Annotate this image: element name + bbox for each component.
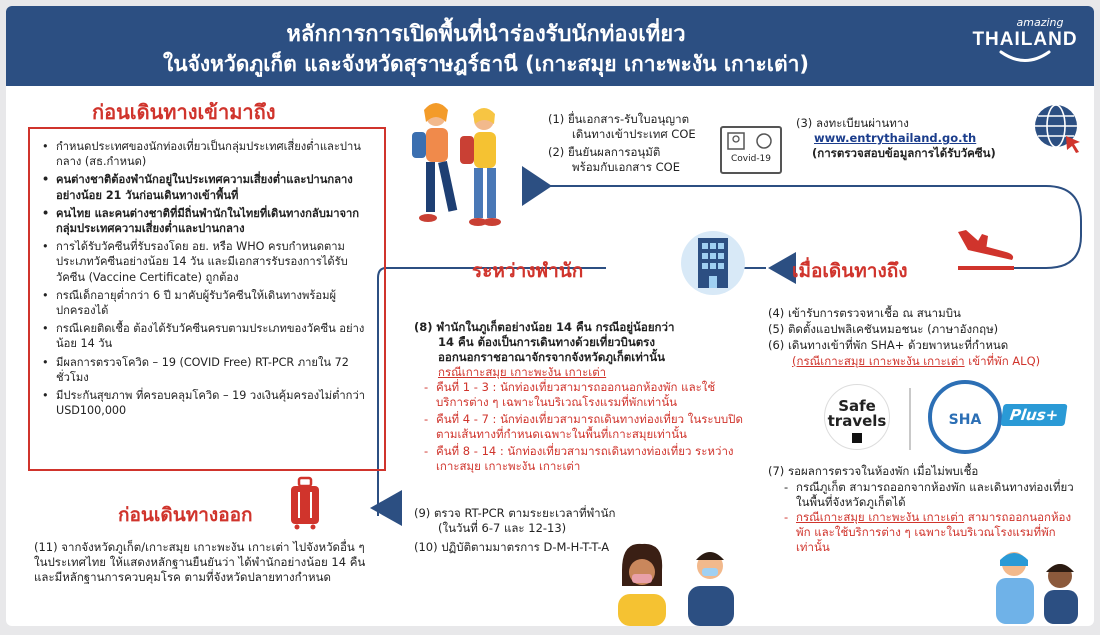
step-7: (7) รอผลการตรวจในห้องพัก เมื่อไม่พบเชื้อ: [768, 464, 979, 478]
covid-card-label: Covid-19: [730, 154, 772, 164]
before-arrival-title: ก่อนเดินทางเข้ามาถึง: [92, 100, 276, 124]
step-6: (6) เดินทางเข้าที่พัก SHA+ ด้วยพาหนะที่กำหนด: [768, 338, 1009, 352]
list-item: • คนต่างชาติต้องพำนักอยู่ในประเทศความเสี่ยงต่ำและปานกลาง อย่างน้อย 21 วันก่อนเดินทางเข้าพื้นที่: [40, 172, 374, 202]
masked-people-illustration: [606, 536, 746, 626]
step-6-red-note: (กรณีเกาะสมุย เกาะพะงัน เกาะเต่า: [792, 354, 965, 368]
flow-arrow-left-2: [370, 490, 402, 526]
before-departure-title: ก่อนเดินทางออก: [118, 504, 253, 526]
list-item: • กรณีเด็กอายุต่ำกว่า 6 ปี มาคับผู้รับวัคซีนให้เดินทางพร้อมผู้ปกครองได้: [40, 288, 374, 318]
list-item: • มีผลการตรวจโควิด – 19 (COVID Free) RT-PCR ภายใน 72 ชั่วโมง: [40, 355, 374, 385]
plus-badge: Plus+: [1000, 404, 1067, 426]
step-6-alq: เข้าที่พัก ALQ): [964, 354, 1041, 368]
list-item: • กรณีเคยติดเชื้อ ต้องได้รับวัคซีนครบตามประเภทของวัคซีน อย่างน้อย 14 วัน: [40, 321, 374, 351]
step-8-line-2: 14 คืน ต้องเป็นการเดินทางด้วยเที่ยวบินตรง: [438, 335, 655, 349]
wttc-mark: [852, 433, 862, 443]
step-1: (1) ยื่นเอกสาร-รับใบอนุญาต: [548, 112, 690, 126]
flow-arrow-right: [522, 166, 552, 206]
sha-label: SHA: [948, 412, 982, 428]
step-3-note: (การตรวจสอบข้อมูลการได้รับวัคซีน): [812, 146, 996, 160]
step-7-list: [784, 480, 1076, 555]
step-2-detail: พร้อมกับเอกสาร COE: [572, 160, 680, 174]
plane-landing-icon: [952, 222, 1022, 274]
infographic: [6, 6, 1094, 626]
safe-travels-line1: Safe: [838, 397, 876, 415]
list-item: • มีประกันสุขภาพ ที่ครอบคลุมโควิด – 19 วงเงินคุ้มครองไม่ต่ำกว่า USD100,000: [40, 388, 374, 418]
covid-card-icon: [720, 126, 782, 174]
night-schedule-list: [424, 380, 744, 474]
step-5: (5) ติดตั้งแอปพลิเคชันหมอชนะ (ภาษาอังกฤษ): [768, 322, 999, 336]
safe-travels-badge: [824, 384, 890, 450]
globe-icon: [1032, 102, 1084, 154]
step-8-line-1: (8) พำนักในภูเก็ตอย่างน้อย 14 คืน กรณีอยู่น้อยกว่า: [414, 320, 675, 334]
step-9-detail: (ในวันที่ 6-7 และ 12-13): [438, 521, 567, 535]
step-3: (3) ลงทะเบียนผ่านทาง: [796, 116, 909, 130]
list-item: - คืนที่ 8 - 14 : นักท่องเที่ยวสามารถเดินทางท่องเที่ยว ระหว่างเกาะสมุย เกาะพะงัน เกาะเต่า: [424, 444, 744, 474]
step-6-note: [792, 354, 1040, 369]
step-4: (4) เข้ารับการตรวจหาเชื้อ ณ สนามบิน: [768, 306, 961, 320]
step-8-red-case: กรณีเกาะสมุย เกาะพะงัน เกาะเต่า: [438, 365, 607, 379]
list-item: - คืนที่ 1 - 3 : นักท่องเที่ยวสามารถออกนอกห้องพัก และใช้บริการต่าง ๆ เฉพาะในบริเวณโรงแรมที่พักเท่านั้น: [424, 380, 744, 410]
list-item: • คนไทย และคนต่างชาติที่มีถิ่นพำนักในไทยที่เดินทางกลับมาจากกลุ่มประเทศความเสี่ยงต่ำและปานกลาง: [40, 206, 374, 236]
logo-small-text: amazing: [1016, 16, 1064, 29]
logo-big-text: THAILAND: [972, 29, 1078, 50]
travellers-illustration: [398, 98, 520, 238]
stay-title: ระหว่างพำนัก: [472, 260, 584, 282]
step-8-line-3: ออกนอกราชอาณาจักรจากจังหวัดภูเก็ตเท่านั้น: [438, 350, 665, 364]
swab-test-illustration: [986, 546, 1086, 624]
step-1-detail: เดินทางเข้าประเทศ COE: [572, 127, 696, 141]
step-9: (9) ตรวจ RT-PCR ตามระยะเวลาที่พำนัก: [414, 506, 616, 520]
title-line-1: หลักการการเปิดพื้นที่นำร่องรับนักท่องเที่ยว: [286, 22, 686, 47]
entrythailand-link[interactable]: www.entrythailand.go.th: [814, 131, 977, 145]
suitcase-icon: [288, 476, 322, 530]
hotel-building-icon: [680, 230, 746, 296]
arrival-title: เมื่อเดินทางถึง: [792, 260, 908, 282]
divider: [909, 388, 911, 450]
list-item: • กำหนดประเทศของนักท่องเที่ยวเป็นกลุ่มประเทศเสี่ยงต่ำและปานกลาง (สธ.กำหนด): [40, 139, 374, 169]
step-7-red-case: กรณีเกาะสมุย เกาะพะงัน เกาะเต่า: [796, 510, 965, 524]
list-item: • การได้รับวัคซีนที่รับรองโดย อย. หรือ WHO ครบกำหนดตามประเภทวัคซีนอย่างน้อย 14 วัน และมีเอกสารรับรองการได้รับวัคซีน (Vaccine Certificate) ถูกต้อง: [40, 239, 374, 285]
list-item: - คืนที่ 4 - 7 : นักท่องเที่ยวสามารถเดินทางท่องเที่ยว ในระบบปิดตามเส้นทางที่กำหนดเฉพาะในพื้นที่เกาะสมุยเท่านั้น: [424, 412, 744, 442]
step-10: (10) ปฏิบัติตามมาตรการ D-M-H-T-T-A: [414, 540, 610, 554]
title-line-2: ในจังหวัดภูเก็ต และจังหวัดสุราษฎร์ธานี (เกาะสมุย เกาะพะงัน เกาะเต่า): [162, 52, 810, 76]
step-7-red-text: สามารถออกนอกห้องพัก และใช้บริการต่าง ๆ เฉพาะในบริเวณโรงแรมที่พักเท่านั้น: [796, 510, 1072, 554]
step-2: (2) ยืนยันผลการอนุมัติ: [548, 145, 661, 159]
sha-plus-badge: [928, 380, 1002, 454]
step-11: (11) จากจังหวัดภูเก็ต/เกาะสมุย เกาะพะงัน เกาะเต่า ไปจังหวัดอื่น ๆ ในประเทศไทย ให้แสดงหลักฐานยืนยันว่า ได้พำนักอย่างน้อย 14 คืน และมีหลักฐานการควบคุมโรค ตามที่จังหวัดปลายทางกำหนด: [34, 540, 366, 584]
list-item: - กรณีภูเก็ต สามารถออกจากห้องพัก และเดินทางท่องเที่ยวในพื้นที่จังหวัดภูเก็ตได้: [784, 480, 1076, 510]
safe-travels-line2: travels: [827, 412, 887, 430]
before-arrival-box: [28, 127, 386, 471]
